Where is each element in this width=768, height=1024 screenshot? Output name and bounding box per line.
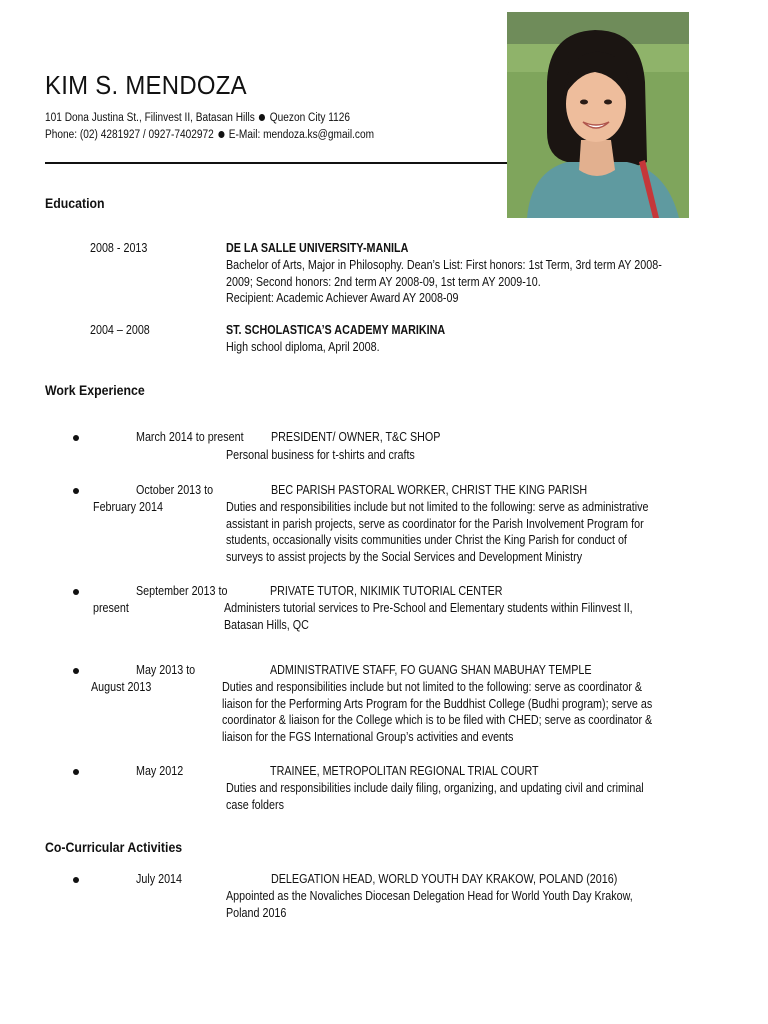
section-cocurricular-title: Co-Curricular Activities xyxy=(45,839,183,855)
bullet-icon xyxy=(73,668,79,674)
work-title: TRAINEE, METROPOLITAN REGIONAL TRIAL COURT xyxy=(270,764,539,778)
work-details xyxy=(224,600,688,633)
work-detail-line: case folders xyxy=(226,797,284,812)
education-detail-line: 2009; Second honors: 2nd term AY 2008-09, 1st term AY 2009-10. xyxy=(226,274,541,289)
work-detail-line: Administers tutorial services to Pre-School and Elementary students within Filinvest II, xyxy=(224,601,633,615)
address-city: Quezon City 1126 xyxy=(269,112,351,124)
activity-date: July 2014 xyxy=(136,872,183,886)
work-detail-line: Duties and responsibilities include but not limited to the following: serve as administrative xyxy=(226,500,649,514)
work-date: March 2014 to present xyxy=(136,430,244,444)
work-date: September 2013 to xyxy=(136,584,228,598)
activity-detail-line: Appointed as the Novaliches Diocesan Delegation Head for World Youth Day Krakow, xyxy=(226,889,633,903)
address-street: 101 Dona Justina St., Filinvest II, Batasan Hills xyxy=(45,112,255,124)
activity-details xyxy=(226,888,690,921)
work-detail-line: Personal business for t-shirts and crafts xyxy=(226,448,415,462)
work-title: PRIVATE TUTOR, NIKIMIK TUTORIAL CENTER xyxy=(270,584,503,598)
email-address: E-Mail: mendoza.ks@gmail.com xyxy=(228,129,375,141)
work-detail-line: Batasan Hills, QC xyxy=(224,617,309,632)
contact-line xyxy=(45,128,374,142)
work-date-end: present xyxy=(93,601,129,615)
bullet-icon xyxy=(73,488,79,494)
education-details xyxy=(226,339,690,356)
work-detail-line: Duties and responsibilities include but not limited to the following: serve as coordinator & xyxy=(222,680,643,694)
section-work-title: Work Experience xyxy=(45,382,145,398)
work-details xyxy=(226,499,690,565)
work-details xyxy=(222,679,686,745)
work-detail-line: surveys to assist projects by the Social Services and Development Ministry xyxy=(226,549,583,564)
education-years: 2004 – 2008 xyxy=(90,323,150,337)
work-title: PRESIDENT/ OWNER, T&C SHOP xyxy=(271,430,441,444)
bullet-icon xyxy=(73,769,79,775)
work-detail-line: liaison for the FGS International Group’s activities and events xyxy=(222,729,514,744)
work-detail-line: Duties and responsibilities include daily filing, organizing, and updating civil and criminal xyxy=(226,781,644,795)
bullet-icon xyxy=(73,877,79,883)
bullet-separator-icon xyxy=(259,114,265,121)
work-title: BEC PARISH PASTORAL WORKER, CHRIST THE KING PARISH xyxy=(271,483,588,497)
phone-number: Phone: (02) 4281927 / 0927-7402972 xyxy=(45,129,214,141)
work-detail-line: students, occasionally visits communities under Christ the King Parish for conduct of xyxy=(226,533,627,547)
work-details xyxy=(226,447,690,464)
education-school: DE LA SALLE UNIVERSITY-MANILA xyxy=(226,241,409,255)
education-detail-line: High school diploma, April 2008. xyxy=(226,340,380,354)
education-details xyxy=(226,257,690,307)
education-detail-line: Bachelor of Arts, Major in Philosophy. Dean’s List: First honors: 1st Term, 3rd term AY 2008- xyxy=(226,258,662,272)
work-detail-line: assistant in parish projects, serve as coordinator for the Parish Involvement Program for xyxy=(226,516,644,531)
work-date-end: August 2013 xyxy=(91,680,152,694)
work-date: May 2012 xyxy=(136,764,184,778)
applicant-name: KIM S. MENDOZA xyxy=(45,70,247,100)
activity-title: DELEGATION HEAD, WORLD YOUTH DAY KRAKOW, POLAND (2016) xyxy=(271,872,618,886)
work-detail-line: coordinator & liaison for the College which is to be filed with CHED; serve as coordinator & xyxy=(222,713,653,727)
profile-photo xyxy=(507,12,689,218)
work-details xyxy=(226,780,690,813)
work-detail-line: liaison for the Performing Arts Program for the Buddhist College (Budhi program); serve as xyxy=(222,696,653,711)
bullet-icon xyxy=(73,435,79,441)
work-date: October 2013 to xyxy=(136,483,214,497)
work-date-end: February 2014 xyxy=(93,500,163,514)
work-title: ADMINISTRATIVE STAFF, FO GUANG SHAN MABUHAY TEMPLE xyxy=(270,663,592,677)
section-education-title: Education xyxy=(45,195,105,211)
bullet-icon xyxy=(73,589,79,595)
education-school: ST. SCHOLASTICA’S ACADEMY MARIKINA xyxy=(226,323,446,337)
address-line xyxy=(45,111,350,125)
bullet-separator-icon xyxy=(218,131,224,138)
education-detail-line: Recipient: Academic Achiever Award AY 2008-09 xyxy=(226,291,459,305)
activity-detail-line: Poland 2016 xyxy=(226,905,287,920)
education-years: 2008 - 2013 xyxy=(90,241,148,255)
work-date: May 2013 to xyxy=(136,663,196,677)
